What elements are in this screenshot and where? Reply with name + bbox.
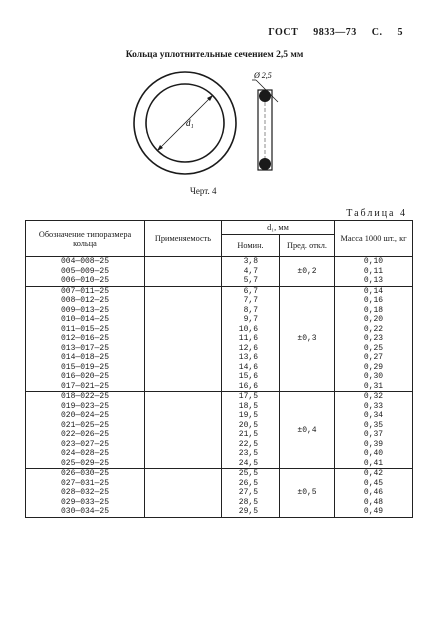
designation-cell: 014—018—25: [60, 353, 109, 362]
nominal-cell: 11,6: [238, 334, 258, 343]
masse-cell: 0,33: [363, 401, 384, 411]
masse-cell: 0,41: [363, 458, 384, 468]
col-designation: Обозначение типоразмера кольца: [26, 221, 145, 257]
nominal-cell: 23,5: [238, 449, 258, 458]
section-title: Кольца уплотнительные сечением 2,5 мм: [125, 50, 304, 60]
designation-cell: 020—024—25: [60, 411, 109, 420]
nominal-cell: 16,6: [238, 381, 258, 391]
masse-cell: 0,37: [363, 430, 384, 439]
col-application: Применяемость: [145, 221, 222, 257]
table-row-group: [26, 286, 413, 392]
designation-cell: 006—010—25: [60, 276, 109, 285]
designation-cell: 009—013—25: [60, 305, 109, 315]
table-row-group: [26, 257, 413, 287]
nominal-cell: 24,5: [238, 458, 258, 468]
d1-label: d₁: [186, 118, 194, 128]
designation-cell: 012—016—25: [60, 334, 109, 343]
deviation-cell: ±0,5: [280, 469, 335, 518]
nominal-cell: 9,7: [243, 315, 258, 324]
nominal-cell: 4,7: [243, 266, 258, 276]
masse-cell: 0,31: [363, 381, 384, 391]
designation-cell: 027—031—25: [60, 478, 109, 488]
designation-cell: 025—029—25: [60, 458, 109, 468]
masse-cell: 0,27: [363, 353, 384, 362]
designation-cell: 005—009—25: [60, 266, 109, 276]
section-circle-top: [259, 90, 271, 102]
nominal-cell: 18,5: [238, 401, 258, 411]
designation-cell: 015—019—25: [60, 362, 109, 372]
standard-number: 9833—73: [313, 27, 357, 38]
page-header: [256, 27, 403, 38]
col-nominal: Номин.: [222, 235, 280, 257]
designation-cell: 017—021—25: [60, 381, 109, 391]
designation-cell: 024—028—25: [60, 449, 109, 458]
application-cell: [145, 392, 222, 469]
masse-cell: 0,39: [363, 439, 384, 449]
nominal-cell: 19,5: [238, 411, 258, 420]
masse-cell: 0,23: [363, 334, 384, 343]
nominal-cell: 3,8: [243, 257, 258, 266]
masse-cell: 0,10: [363, 257, 384, 266]
ring-drawing: [130, 68, 300, 183]
masse-cell: 0,45: [363, 478, 384, 488]
masse-cell: 0,40: [363, 449, 384, 458]
page-label: С.: [371, 27, 383, 38]
section-diameter-label: Ø 2,5: [254, 71, 272, 80]
masse-cell: 0,25: [363, 343, 384, 353]
nominal-cell: 17,5: [238, 392, 258, 401]
nominal-cell: 5,7: [243, 276, 258, 285]
masse-cell: 0,22: [363, 324, 384, 334]
nominal-cell: 14,6: [238, 362, 258, 372]
deviation-cell: ±0,3: [280, 286, 335, 392]
table-label: Таблица 4: [346, 208, 407, 219]
diameter-line: [157, 95, 213, 151]
table-body: [26, 257, 413, 518]
application-cell: [145, 257, 222, 287]
masse-cell: 0,29: [363, 362, 384, 372]
figure-caption: Черт. 4: [190, 186, 217, 196]
designation-cell: 018—022—25: [60, 392, 109, 401]
nominal-cell: 22,5: [238, 439, 258, 449]
masse-cell: 0,14: [363, 286, 384, 296]
application-cell: [145, 286, 222, 392]
masse-cell: 0,32: [363, 392, 384, 401]
masse-cell: 0,49: [363, 507, 384, 516]
masse-cell: 0,13: [363, 276, 384, 285]
nominal-cell: 6,7: [243, 286, 258, 296]
designation-cell: 016—020—25: [60, 372, 109, 381]
nominal-cell: 27,5: [238, 488, 258, 497]
deviation-cell: ±0,2: [280, 257, 335, 287]
nominal-cell: 13,6: [238, 353, 258, 362]
nominal-cell: 29,5: [238, 507, 258, 516]
designation-cell: 022—026—25: [60, 430, 109, 439]
nominal-cell: 12,6: [238, 343, 258, 353]
nominal-cell: 8,7: [243, 305, 258, 315]
nominal-cell: 7,7: [243, 296, 258, 305]
nominal-cell: 28,5: [238, 497, 258, 507]
designation-cell: 023—027—25: [60, 439, 109, 449]
designation-cell: 026—030—25: [60, 469, 109, 478]
nominal-cell: 25,5: [238, 469, 258, 478]
rings-table: [25, 220, 413, 518]
designation-cell: 007—011—25: [60, 286, 109, 296]
masse-cell: 0,34: [363, 411, 384, 420]
designation-cell: 021—025—25: [60, 420, 109, 430]
masse-cell: 0,18: [363, 305, 384, 315]
col-deviation: Пред. откл.: [280, 235, 335, 257]
col-mass: Масса 1000 шт., кг: [335, 221, 413, 257]
designation-cell: 030—034—25: [60, 507, 109, 516]
designation-cell: 028—032—25: [60, 488, 109, 497]
masse-cell: 0,35: [363, 420, 384, 430]
designation-cell: 008—012—25: [60, 296, 109, 305]
standard-label: ГОСТ: [268, 27, 299, 38]
masse-cell: 0,20: [363, 315, 384, 324]
designation-cell: 011—015—25: [60, 324, 109, 334]
masse-cell: 0,11: [363, 266, 384, 276]
section-circle-bottom: [259, 158, 271, 170]
masse-cell: 0,42: [363, 469, 384, 478]
application-cell: [145, 469, 222, 518]
nominal-cell: 20,5: [238, 420, 258, 430]
nominal-cell: 21,5: [238, 430, 258, 439]
designation-cell: 019—023—25: [60, 401, 109, 411]
table-row-group: [26, 392, 413, 469]
designation-cell: 004—008—25: [60, 257, 109, 266]
page-number: 5: [397, 27, 403, 38]
masse-cell: 0,48: [363, 497, 384, 507]
designation-cell: 013—017—25: [60, 343, 109, 353]
designation-cell: 010—014—25: [60, 315, 109, 324]
table-row-group: [26, 469, 413, 518]
col-d1-group: d₁, мм: [222, 221, 335, 235]
masse-cell: 0,30: [363, 372, 384, 381]
deviation-cell: ±0,4: [280, 392, 335, 469]
masse-cell: 0,46: [363, 488, 384, 497]
designation-cell: 029—033—25: [60, 497, 109, 507]
nominal-cell: 15,6: [238, 372, 258, 381]
masse-cell: 0,16: [363, 296, 384, 305]
nominal-cell: 26,5: [238, 478, 258, 488]
nominal-cell: 10,6: [238, 324, 258, 334]
